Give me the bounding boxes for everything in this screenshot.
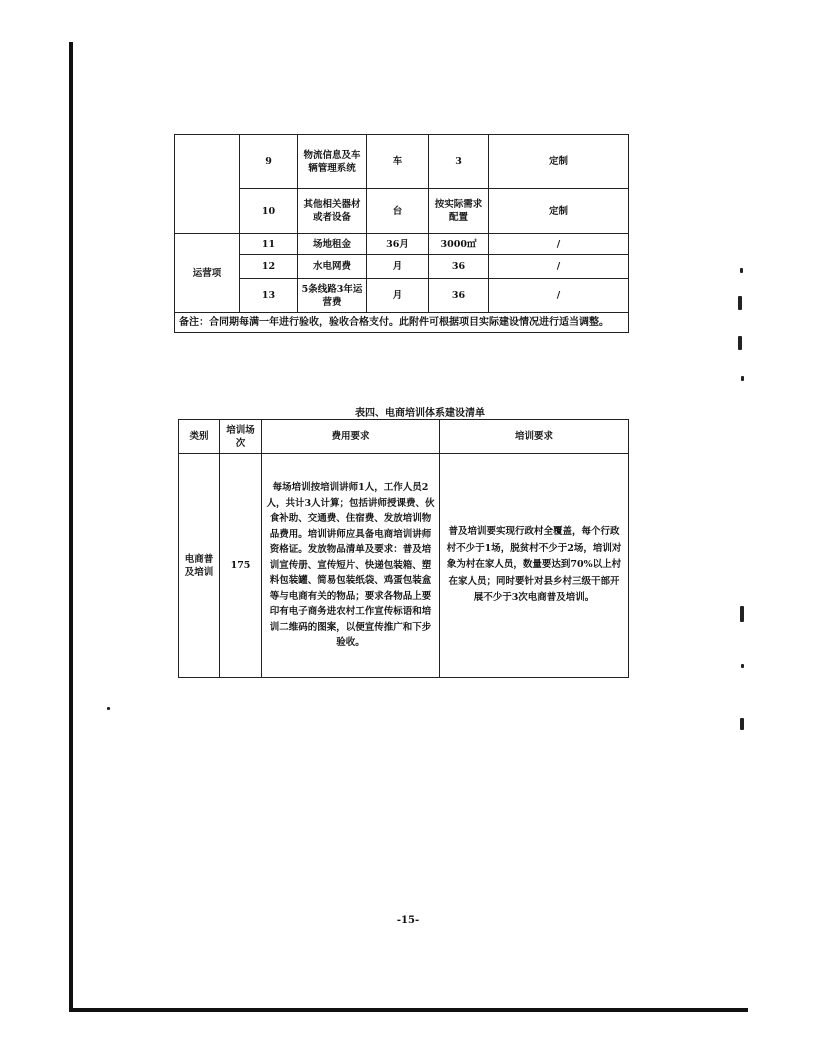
- column-header-category: 类别: [179, 420, 220, 454]
- table-row: [175, 255, 629, 279]
- scan-speck: [740, 606, 744, 622]
- scan-speck: [738, 296, 742, 310]
- category-cell: [175, 135, 240, 234]
- spec-cell: /: [489, 279, 629, 313]
- row-number: 9: [240, 135, 298, 189]
- spec-cell: 定制: [489, 189, 629, 234]
- table-caption: 表四、电商培训体系建设清单: [355, 408, 485, 419]
- quantity-cell: 3: [429, 135, 489, 189]
- item-name: 场地租金: [298, 234, 367, 255]
- table-row: [175, 279, 629, 313]
- note-row: [175, 313, 629, 333]
- table-header-row: [179, 420, 629, 454]
- cost-requirements: 每场培训按培训讲师1人，工作人员2人，共计3人计算；包括讲师授课费、伙食补助、交通费、住宿费、发放培训物品费用。培训讲师应具备电商培训讲师资格证。发放物品清单及要求：普及培训宣传册、宣传短片、快递包装箱、塑料包装罐、简易包装纸袋、鸡蛋包装盒等与电商有关的物品；要求各物品上要印有电子商务进农村工作宣传标语和培训二维码的图案，以便宣传推广和下步验收。: [262, 454, 440, 678]
- item-name: 其他相关器材或者设备: [298, 189, 367, 234]
- unit-cell: 车: [367, 135, 429, 189]
- scan-speck: [107, 707, 110, 710]
- quantity-cell: 36: [429, 255, 489, 279]
- spec-cell: /: [489, 255, 629, 279]
- table-row: [175, 135, 629, 189]
- column-header-training: 培训要求: [440, 420, 629, 454]
- category-cell: 电商普及培训: [179, 454, 220, 678]
- equipment-list-table: [174, 134, 629, 333]
- scan-speck: [741, 664, 744, 668]
- ecommerce-training-table: [178, 419, 629, 678]
- page-number: -15-: [396, 915, 420, 926]
- scan-speck: [740, 718, 744, 730]
- scan-speck: [740, 268, 743, 273]
- scan-edge-bottom: [69, 1008, 748, 1012]
- table-row: [175, 234, 629, 255]
- column-header-sessions: 培训场次: [220, 420, 262, 454]
- table-row: [179, 454, 629, 678]
- row-number: 12: [240, 255, 298, 279]
- table-row: [175, 189, 629, 234]
- unit-cell: 36月: [367, 234, 429, 255]
- unit-cell: 月: [367, 255, 429, 279]
- spec-cell: /: [489, 234, 629, 255]
- unit-cell: 月: [367, 279, 429, 313]
- unit-cell: 台: [367, 189, 429, 234]
- quantity-cell: 3000㎡: [429, 234, 489, 255]
- item-name: 物流信息及车辆管理系统: [298, 135, 367, 189]
- table-note: 备注：合同期每满一年进行验收，验收合格支付。此附件可根据项目实际建设情况进行适当调整。: [175, 313, 629, 333]
- training-requirements: 普及培训要实现行政村全覆盖，每个行政村不少于1场，脱贫村不少于2场，培训对象为村在家人员，数量要达到70%以上村在家人员；同时要针对县乡村三级干部开展不少于3次电商普及培训。: [440, 454, 629, 678]
- row-number: 11: [240, 234, 298, 255]
- row-number: 13: [240, 279, 298, 313]
- row-number: 10: [240, 189, 298, 234]
- sessions-cell: 175: [220, 454, 262, 678]
- item-name: 水电网费: [298, 255, 367, 279]
- column-header-cost: 费用要求: [262, 420, 440, 454]
- item-name: 5条线路3年运营费: [298, 279, 367, 313]
- quantity-cell: 按实际需求配置: [429, 189, 489, 234]
- category-cell: 运营项: [175, 234, 240, 313]
- scan-speck: [741, 376, 744, 381]
- spec-cell: 定制: [489, 135, 629, 189]
- scan-edge-left: [69, 42, 73, 1012]
- scan-speck: [738, 336, 742, 350]
- quantity-cell: 36: [429, 279, 489, 313]
